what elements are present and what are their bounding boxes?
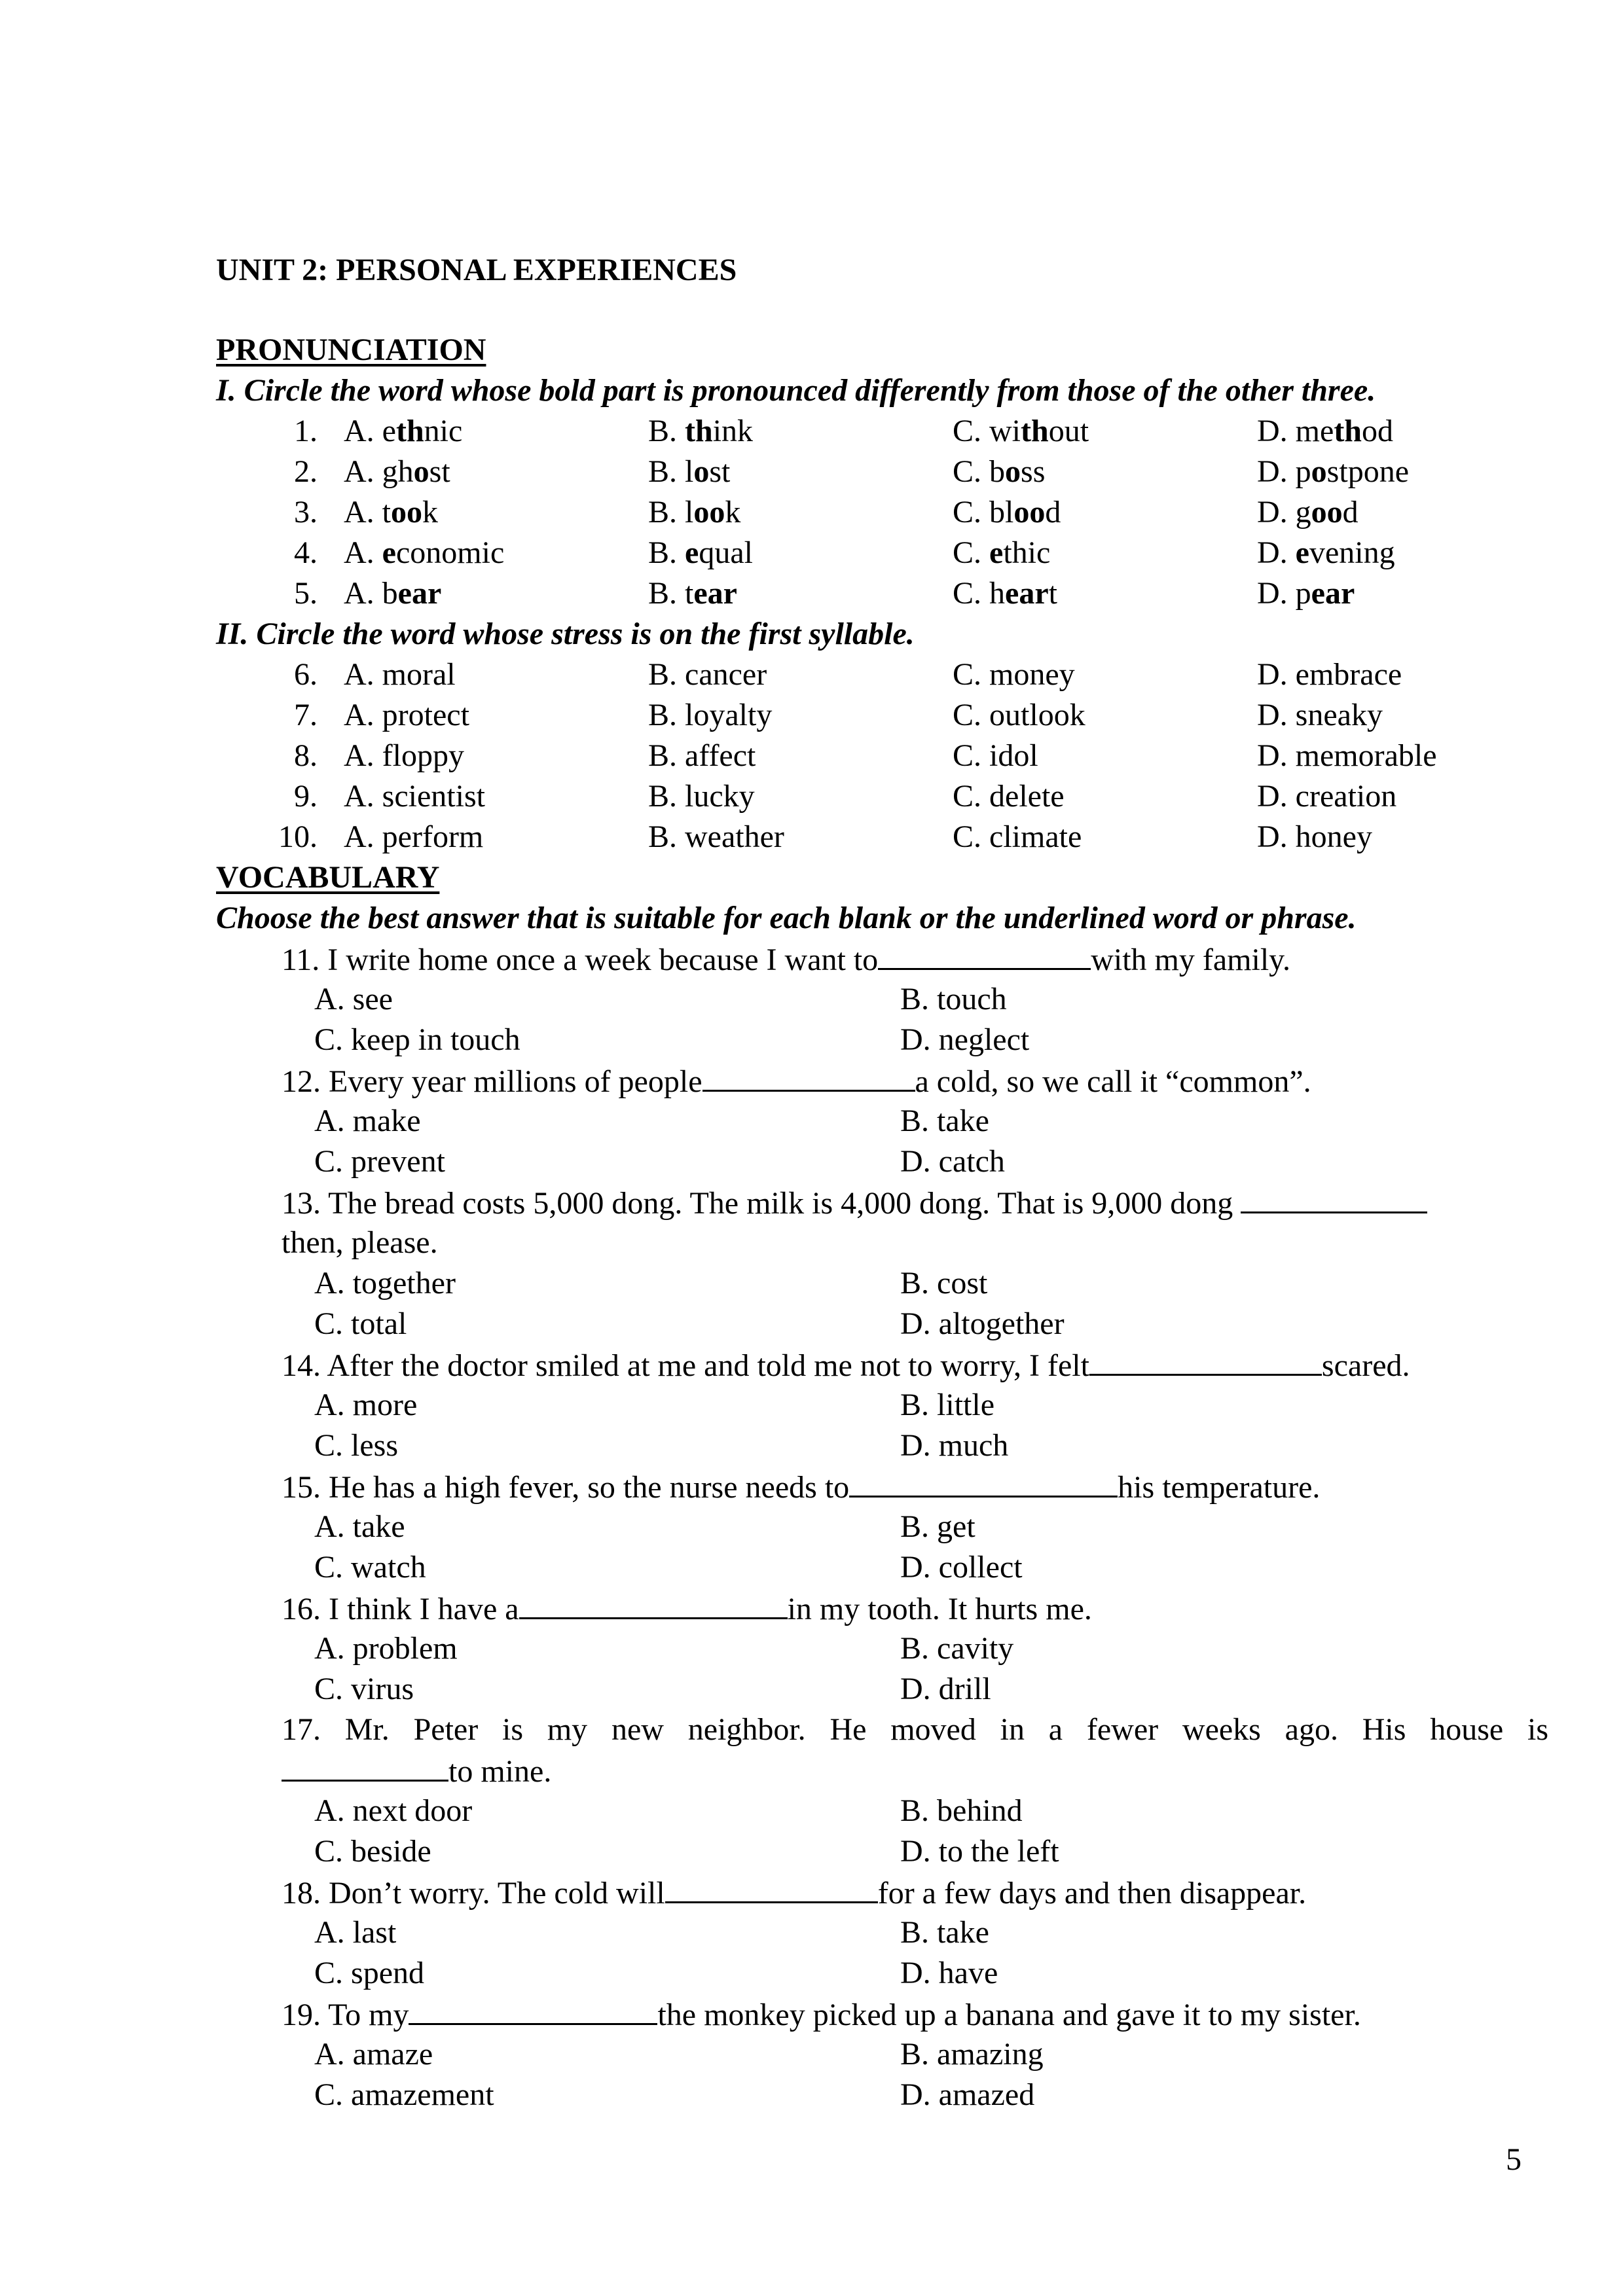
question-stem: 15. He has a high fever, so the nurse needs to his temperature. (282, 1467, 1320, 1507)
option-b: B. amazing (900, 2037, 1044, 2072)
option-c: C. less (314, 1428, 399, 1463)
option-b: B. look (648, 495, 741, 529)
option-c: C. virus (314, 1672, 414, 1706)
answer-blank (702, 1061, 915, 1092)
question-stem: 11. I write home once a week because I want to with my family. (282, 939, 1290, 980)
answer-blank (1241, 1183, 1427, 1213)
option-a: A. next door (314, 1793, 473, 1828)
option-a: A. moral (344, 657, 456, 692)
option-b: B. get (900, 1509, 976, 1544)
option-d: D. amazed (900, 2077, 1035, 2112)
option-b: B. weather (648, 819, 784, 854)
option-d: D. method (1257, 414, 1393, 448)
option-c: C. amazement (314, 2077, 494, 2112)
option-d: D. postpone (1257, 454, 1409, 489)
question-number: 6. (294, 657, 318, 692)
option-a: A. scientist (344, 779, 485, 814)
answer-blank (1089, 1345, 1322, 1376)
option-d: D. neglect (900, 1022, 1030, 1057)
vocabulary-instruction: Choose the best answer that is suitable for each blank or the underlined word or phrase. (216, 901, 1357, 935)
option-a: A. see (314, 982, 393, 1016)
option-a: A. problem (314, 1631, 458, 1666)
question-number: 5. (294, 576, 318, 611)
option-a: A. bear (344, 576, 442, 611)
answer-blank (282, 1751, 448, 1782)
question-stem-continued: to mine. (282, 1751, 551, 1791)
question-number: 7. (294, 698, 318, 732)
question-stem: 12. Every year millions of people a cold, so we call it “common”. (282, 1061, 1311, 1102)
unit-title: UNIT 2: PERSONAL EXPERIENCES (216, 253, 737, 287)
option-d: D. collect (900, 1550, 1023, 1585)
answer-blank (519, 1588, 788, 1619)
pronunciation-heading: PRONUNCIATION (216, 332, 486, 367)
question-number: 2. (294, 454, 318, 489)
question-number: 9. (294, 779, 318, 814)
option-a: A. perform (344, 819, 484, 854)
option-b: B. affect (648, 738, 756, 773)
option-b: B. lost (648, 454, 731, 489)
answer-blank (409, 1994, 657, 2025)
option-d: D. altogether (900, 1306, 1065, 1341)
option-c: C. spend (314, 1956, 424, 1990)
option-c: C. climate (953, 819, 1082, 854)
option-a: A. more (314, 1388, 418, 1422)
option-c: C. delete (953, 779, 1065, 814)
option-d: D. evening (1257, 535, 1395, 570)
option-a: A. took (344, 495, 438, 529)
question-number: 1. (294, 414, 318, 448)
pronunciation-part1-instruction: I. Circle the word whose bold part is pronounced differently from those of the other three. (216, 373, 1376, 408)
option-c: C. beside (314, 1834, 431, 1869)
option-c: C. idol (953, 738, 1038, 773)
option-c: C. money (953, 657, 1075, 692)
option-d: D. have (900, 1956, 998, 1990)
option-d: D. honey (1257, 819, 1372, 854)
vocabulary-heading: VOCABULARY (216, 860, 440, 895)
option-c: C. watch (314, 1550, 426, 1585)
option-b: B. touch (900, 982, 1007, 1016)
option-a: A. protect (344, 698, 469, 732)
option-c: C. blood (953, 495, 1061, 529)
question-stem: 16. I think I have a in my tooth. It hurts me. (282, 1588, 1092, 1629)
option-b: B. cancer (648, 657, 767, 692)
option-d: D. creation (1257, 779, 1397, 814)
answer-blank (849, 1467, 1118, 1498)
option-d: D. good (1257, 495, 1359, 529)
option-c: C. keep in touch (314, 1022, 520, 1057)
question-stem: 13. The bread costs 5,000 dong. The milk is 4,000 dong. That is 9,000 dong (282, 1183, 1427, 1223)
answer-blank (665, 1873, 878, 1903)
option-c: C. outlook (953, 698, 1085, 732)
option-b: B. loyalty (648, 698, 773, 732)
option-b: B. equal (648, 535, 753, 570)
option-b: B. take (900, 1103, 989, 1138)
question-stem: 19. To my the monkey picked up a banana and gave it to my sister. (282, 1994, 1361, 2035)
option-b: B. tear (648, 576, 737, 611)
question-number: 3. (294, 495, 318, 529)
option-b: B. think (648, 414, 754, 448)
option-b: B. cavity (900, 1631, 1014, 1666)
option-d: D. memorable (1257, 738, 1437, 773)
option-d: D. to the left (900, 1834, 1059, 1869)
option-d: D. embrace (1257, 657, 1402, 692)
option-a: A. ghost (344, 454, 450, 489)
option-b: B. little (900, 1388, 994, 1422)
option-a: A. amaze (314, 2037, 433, 2072)
option-c: C. prevent (314, 1144, 445, 1179)
answer-blank (878, 939, 1091, 970)
option-b: B. lucky (648, 779, 755, 814)
option-c: C. without (953, 414, 1089, 448)
option-c: C. total (314, 1306, 407, 1341)
question-stem: 14. After the doctor smiled at me and told me not to worry, I felt scared. (282, 1345, 1410, 1386)
option-c: C. boss (953, 454, 1046, 489)
option-d: D. drill (900, 1672, 991, 1706)
question-stem-continued: then, please. (282, 1225, 438, 1260)
option-d: D. sneaky (1257, 698, 1383, 732)
question-number: 8. (294, 738, 318, 773)
option-c: C. heart (953, 576, 1057, 611)
page-number: 5 (1506, 2142, 1522, 2177)
option-b: B. cost (900, 1266, 988, 1300)
option-a: A. last (314, 1915, 397, 1950)
option-d: D. pear (1257, 576, 1355, 611)
question-number: 4. (294, 535, 318, 570)
option-b: B. behind (900, 1793, 1023, 1828)
option-d: D. much (900, 1428, 1009, 1463)
option-c: C. ethic (953, 535, 1051, 570)
option-a: A. economic (344, 535, 505, 570)
option-a: A. ethnic (344, 414, 463, 448)
option-d: D. catch (900, 1144, 1005, 1179)
question-stem: 17. Mr. Peter is my new neighbor. He moved in a fewer weeks ago. His house is (282, 1712, 1548, 1747)
option-a: A. floppy (344, 738, 464, 773)
option-b: B. take (900, 1915, 989, 1950)
option-a: A. take (314, 1509, 405, 1544)
option-a: A. make (314, 1103, 421, 1138)
question-number: 10. (278, 819, 318, 854)
pronunciation-part2-instruction: II. Circle the word whose stress is on the first syllable. (216, 617, 915, 651)
option-a: A. together (314, 1266, 456, 1300)
question-stem: 18. Don’t worry. The cold will for a few days and then disappear. (282, 1873, 1306, 1913)
